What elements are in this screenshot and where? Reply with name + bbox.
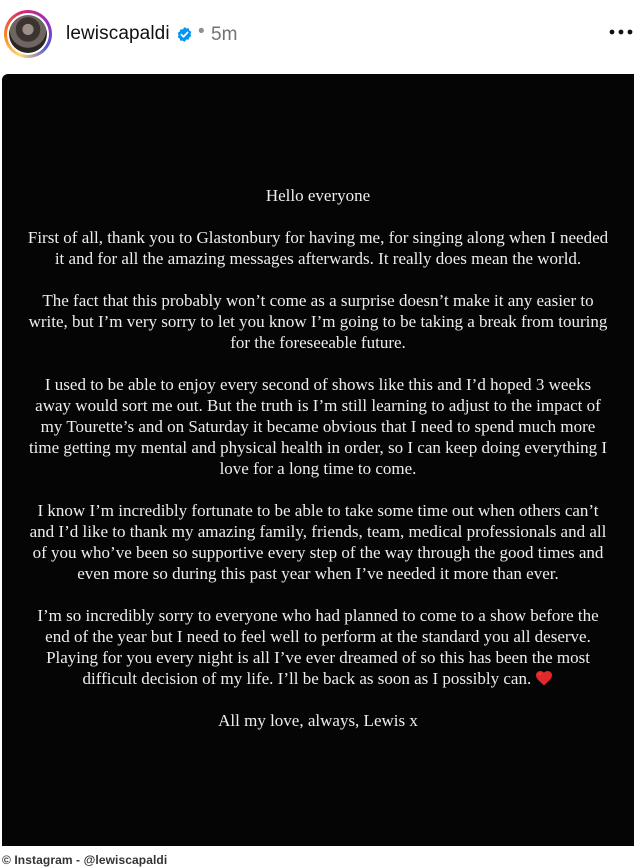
story-image[interactable] xyxy=(2,74,634,846)
red-heart-icon xyxy=(535,670,553,686)
story-paragraph: I know I’m incredibly fortunate to be able to take some time out when others can’t and I’d like to thank my amazing family, friends, team, medical professionals and all of you who’ve been so supportive every step of the way through the good times and even more so during this past year when I’ve needed it more than ever. xyxy=(29,501,607,583)
story-paragraph: I used to be able to enjoy every second of shows like this and I’d hoped 3 weeks away would sort me out. But the truth is I’m still learning to adjust to the impact of my Tourette’s and on Saturday it became obvious that I need to spend much more time getting my mental and physical health in order, so I can keep doing everything I love for a long time to come. xyxy=(28,375,608,478)
story-message xyxy=(26,185,610,752)
story-signoff: All my love, always, Lewis x xyxy=(218,711,418,730)
story-paragraph-last xyxy=(26,605,610,689)
story-greeting: Hello everyone xyxy=(265,186,371,205)
story-paragraph: First of all, thank you to Glastonbury for having me, for singing along when I needed it and for all the amazing messages afterwards. It really does mean the world. xyxy=(27,228,609,268)
story-paragraph: The fact that this probably won’t come as a surprise doesn’t make it any easier to write, but I’m very sorry to let you know I’m going to be taking a break from touring for the foreseeable future. xyxy=(28,291,608,352)
story-paragraph-text: I’m so incredibly sorry to everyone who had planned to come to a show before the end of the year but I need to feel well to perform at the standard you all deserve. Playing for you every night is all I’ve ever dreamed of so this has been the most difficult decision of my life. I’ll be back as soon as I possibly can. xyxy=(37,606,599,688)
meta-separator: • xyxy=(198,21,205,42)
profile-photo xyxy=(9,15,47,53)
image-credit: © Instagram - @lewiscapaldi xyxy=(2,853,168,867)
verified-badge-icon xyxy=(176,26,193,43)
post-header xyxy=(0,0,634,72)
avatar-ring-gap xyxy=(7,13,49,55)
username-link[interactable]: lewiscapaldi xyxy=(66,23,170,44)
avatar[interactable] xyxy=(4,10,52,58)
post-timestamp[interactable]: 5m xyxy=(211,24,238,45)
more-options-icon[interactable] xyxy=(608,20,634,44)
